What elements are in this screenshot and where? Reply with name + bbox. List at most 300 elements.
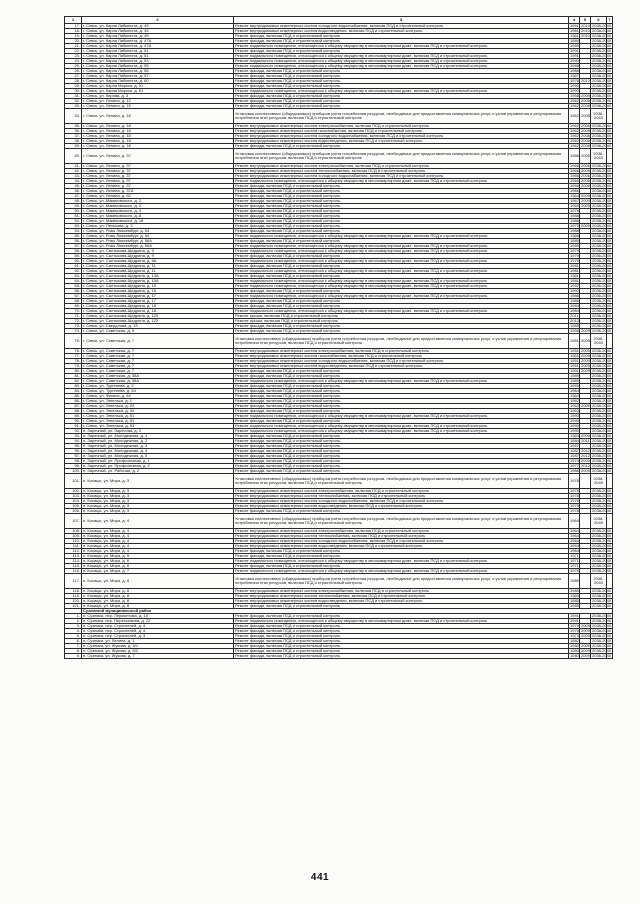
- table-cell: 32.: [65, 99, 82, 104]
- table-cell: 2038-2040: [592, 353, 612, 358]
- table-cell: 1980: [570, 643, 579, 648]
- table-cell: 2038-2040: [592, 443, 612, 448]
- table-cell: Ремонт фасада, включая ПСД и строительный контроль: [234, 564, 569, 569]
- table-cell: 2038-2040: [592, 408, 612, 413]
- table-cell: 120.: [65, 599, 82, 604]
- table-cell: 2009: [581, 368, 590, 373]
- table-cell: г. Севск, ул. Ленина, д. 18: [82, 129, 234, 134]
- table-cell: 2010: [581, 33, 590, 38]
- table-cell: г. Севск, ул. Советская, д. 5: [82, 329, 234, 334]
- table-cell: 1980: [570, 648, 579, 653]
- table-cell: п. Косицы, ул. Мира, д. 3: [82, 489, 234, 494]
- table-cell: г. Севск, ул. Мамековского, д. 3: [82, 209, 234, 214]
- table-cell: Ремонт подвального помещения, относящегося к общему имуществу в многоквартирном доме, включая ПСД и строительный контроль: [234, 89, 569, 94]
- table-cell: 1990: [570, 418, 579, 423]
- table-cell: 2006: [581, 168, 590, 173]
- table-cell: Ремонт фасада, включая ПСД и строительный контроль: [234, 194, 569, 199]
- table-cell: 2038-2040: [592, 423, 612, 428]
- table-cell: 2038-2040: [592, 33, 612, 38]
- table-cell: г. Севск, ул. Карла Либкнехта, д. 57: [82, 74, 234, 79]
- table-cell: Ремонт внутридомовых инженерных систем электроснабжения, включая ПСД и строительный контроль: [234, 164, 569, 169]
- table-cell: Ремонт внутридомовых инженерных систем холодного водоснабжения, включая ПСД и строительный контроль: [234, 539, 569, 544]
- table-cell: 2012: [581, 463, 590, 468]
- table-cell: 2038-2040: [592, 613, 612, 618]
- column-header: 1: [65, 17, 82, 24]
- table-cell: Ремонт фасада, включая ПСД и строительный контроль: [234, 644, 569, 649]
- table-cell: Ремонт фасада, включая ПСД и строительный контроль: [234, 649, 569, 654]
- table-cell: 67.: [65, 294, 82, 299]
- table-cell: Ремонт внутридомовых инженерных систем водоотведения, включая ПСД и строительный контроль: [234, 29, 569, 34]
- table-cell: 101.: [65, 474, 82, 489]
- table-cell: 2009: [581, 348, 590, 353]
- table-cell: 1987: [570, 443, 579, 448]
- table-cell: 2038-2040: [592, 163, 612, 168]
- table-cell: 47.: [65, 194, 82, 199]
- table-cell: Ремонт фасада, включая ПСД и строительный контроль: [234, 629, 569, 634]
- table-cell: Ремонт крыши, включая ПСД и строительный контроль: [234, 319, 569, 324]
- table-cell: 2038-2040: [592, 553, 612, 558]
- table-cell: Ремонт фасада, включая ПСД и строительный контроль: [234, 224, 569, 229]
- table-cell: 79.: [65, 364, 82, 369]
- table-cell: 2038-2040: [592, 173, 612, 178]
- table-cell: Ремонт фасада, включая ПСД и строительный контроль: [234, 199, 569, 204]
- table-cell: 93.: [65, 434, 82, 439]
- table-cell: 2038-2040: [592, 568, 612, 573]
- table-cell: 1971: [570, 553, 579, 558]
- table-cell: 78.: [65, 359, 82, 364]
- table-cell: 1958: [570, 328, 579, 333]
- table-cell: Ремонт фасада, включая ПСД и строительный контроль: [234, 229, 569, 234]
- table-cell: 1992: [570, 283, 579, 288]
- table-cell: 1965: [570, 383, 579, 388]
- table-cell: 53.: [65, 224, 82, 229]
- table-cell: г. Севск, ул. Карла Либкнехта, д. 45: [82, 34, 234, 39]
- table-cell: 25.: [65, 64, 82, 69]
- table-cell: 2012: [581, 448, 590, 453]
- table-cell: 100.: [65, 469, 82, 474]
- table-cell: 1979: [570, 623, 579, 628]
- table-cell: 37.: [65, 134, 82, 139]
- table-cell: Ремонт фасада, включая ПСД и строительный контроль: [234, 209, 569, 214]
- table-cell: 2038-2040: [592, 463, 612, 468]
- table-cell: 1962: [570, 393, 579, 398]
- table-cell: 2008: [581, 123, 590, 128]
- table-cell: 1961: [570, 33, 579, 38]
- table-cell: 2006: [581, 178, 590, 183]
- table-cell: Ремонт фасада, включая ПСД и строительный контроль: [234, 184, 569, 189]
- table-cell: 1989: [570, 238, 579, 243]
- table-cell: 1964: [570, 533, 579, 538]
- table-cell: Ремонт внутридомовых инженерных систем водоотведения, включая ПСД и строительный контроль: [234, 599, 569, 604]
- table-cell: 87.: [65, 404, 82, 409]
- table-cell: п. Косицы, ул. Мира, д. 4: [82, 534, 234, 539]
- table-cell: 80.: [65, 369, 82, 374]
- table-cell: 44.: [65, 179, 82, 184]
- table-cell: Ремонт подвального помещения, относящегося к общему имуществу в многоквартирном доме, включая ПСД и строительный контроль: [234, 59, 569, 64]
- table-cell: 88.: [65, 409, 82, 414]
- table-cell: 2038-2040: [592, 358, 612, 363]
- table-cell: 1982: [570, 638, 579, 643]
- table-cell: п. Косицы, ул. Мира, д. 8: [82, 604, 234, 609]
- table-cell: 1975: [570, 223, 579, 228]
- table-cell: 2012: [581, 78, 590, 83]
- table-cell: Ремонт фасада, включая ПСД и строительный контроль: [234, 369, 569, 374]
- table-cell: Ремонт фасада, включая ПСД и строительный контроль: [234, 289, 569, 294]
- table-cell: г. Севск, ул. Карла Маркса, д. 51: [82, 89, 234, 94]
- table-cell: 1990: [570, 88, 579, 93]
- table-cell: 99.: [65, 464, 82, 469]
- table-cell: Ремонт фасада, включая ПСД и строительный контроль: [234, 439, 569, 444]
- column-header: 2: [82, 17, 234, 24]
- table-cell: 1974: [570, 458, 579, 463]
- table-row: [65, 109, 613, 124]
- table-cell: 1971: [570, 558, 579, 563]
- table-cell: г. Севск, ул. Советская, д. 7: [82, 354, 234, 359]
- table-cell: г. Севск, ул. Мамековского, д. 8: [82, 214, 234, 219]
- table-cell: 1992: [570, 288, 579, 293]
- table-cell: 2038-2040: [592, 643, 612, 648]
- table-cell: г. Севск, ул. Ленина, д. 18: [82, 124, 234, 129]
- table-cell: 2038-2040: [592, 58, 612, 63]
- table-cell: 2038-2040: [592, 488, 612, 493]
- table-cell: Ремонт фасада, включая ПСД и строительный контроль: [234, 419, 569, 424]
- table-cell: 21.: [65, 44, 82, 49]
- table-cell: 2038-2040: [592, 438, 612, 443]
- table-cell: Ремонт подвального помещения, относящегося к общему имуществу в многоквартирном доме, включая ПСД и строительный контроль: [234, 294, 569, 299]
- table-cell: г. Севск, ул. Салтыкова-Щедрина, д. 18: [82, 309, 234, 314]
- table-cell: 2038-2040: [592, 38, 612, 43]
- table-cell: г. Севск, ул. Салтыкова-Щедрина, д. 120: [82, 314, 234, 319]
- table-cell: Ремонт внутридомовых инженерных систем электроснабжения, включая ПСД и строительный контроль: [234, 124, 569, 129]
- table-cell: 20.: [65, 39, 82, 44]
- table-cell: п. Косицы, ул. Мира, д. 4: [82, 549, 234, 554]
- table-cell: п. Заречный, ул. Молодежная, д. 4: [82, 449, 234, 454]
- table-cell: п. Косицы, ул. Мира, д. 6: [82, 564, 234, 569]
- table-cell: г. Севск, ул. Энгельса, д. 1: [82, 399, 234, 404]
- table-cell: 1991: [570, 48, 579, 53]
- table-row: [65, 514, 613, 529]
- table-cell: 18.: [65, 29, 82, 34]
- table-cell: 2038-2040: [592, 653, 612, 658]
- table-cell: 42.: [65, 169, 82, 174]
- table-cell: 1964: [570, 528, 579, 533]
- table-cell: Ремонт фасада, включая ПСД и строительный контроль: [234, 394, 569, 399]
- table-cell: 1962: [569, 109, 580, 124]
- table-cell: п. Косицы, ул. Мира, д. 3: [82, 474, 234, 489]
- table-cell: г. Севск, ул. Ленина, д. 37: [82, 164, 234, 169]
- table-cell: 81.: [65, 374, 82, 379]
- table-cell: 1961: [570, 28, 579, 33]
- table-cell: 2009: [581, 353, 590, 358]
- table-cell: Ремонт фасада, включая ПСД и строительный контроль: [234, 144, 569, 149]
- table-cell: Ремонт подвального помещения, относящегося к общему имуществу в многоквартирном доме, включая ПСД и строительный контроль: [234, 234, 569, 239]
- table-cell: п. Косицы, ул. Мира, д. 3: [82, 504, 234, 509]
- table-cell: 107.: [65, 514, 82, 529]
- table-cell: 1.: [65, 614, 82, 619]
- table-cell: 116.: [65, 569, 82, 574]
- table-cell: 83.: [65, 384, 82, 389]
- table-cell: Установка коллективных (общедомовых) приборов учета потребления ресурсов, необходимых для предоставления коммунальных услуг, и узлов управления и регулирования потребления этих ресурсов, включая ПСД и строительный контроль: [234, 109, 569, 124]
- table-cell: 2011: [570, 313, 579, 318]
- table-cell: 106.: [65, 509, 82, 514]
- table-cell: п. Косицы, ул. Мира, д. 4: [82, 529, 234, 534]
- table-cell: г. Севск, ул. Салтыкова-Щедрина, д. 17: [82, 299, 234, 304]
- table-cell: 77.: [65, 354, 82, 359]
- table-cell: Ремонт фасада, включая ПСД и строительный контроль: [234, 69, 569, 74]
- table-cell: Ремонт фасада, включая ПСД и строительный контроль: [234, 654, 569, 659]
- table-cell: г. Севск, ул. Карла Либкнехта, д. 45: [82, 24, 234, 29]
- table-cell: 1985: [570, 588, 579, 593]
- table-cell: 23.: [65, 54, 82, 59]
- table-cell: 2036-2040: [592, 303, 612, 308]
- table-cell: 2038-2040: [592, 448, 612, 453]
- table-cell: 2038-2040: [592, 233, 612, 238]
- table-cell: Ремонт подвального помещения, относящегося к общему имуществу в многоквартирном доме, включая ПСД и строительный контроль: [234, 279, 569, 284]
- table-cell: 1978: [570, 508, 579, 513]
- table-cell: 2038-2040: [592, 53, 612, 58]
- table-cell: г. Севск, ул. Салтыкова-Щедрина, д. 9: [82, 249, 234, 254]
- table-cell: п. Заречный, ул. Профсоюзная, д. 2: [82, 464, 234, 469]
- table-cell: 2009: [581, 643, 590, 648]
- table-cell: 92.: [65, 429, 82, 434]
- table-cell: 2036-2040: [592, 298, 612, 303]
- table-cell: 2009: [581, 648, 590, 653]
- table-cell: г. Севск, ул. Салтыкова-Щедрина, д. 15: [82, 284, 234, 289]
- table-cell: 2038-2040: [592, 413, 612, 418]
- table-cell: 1966: [570, 183, 579, 188]
- table-cell: г. Севск, ул. Салтыкова-Щедрина, д. 13А: [82, 279, 234, 284]
- table-cell: 1981: [570, 268, 579, 273]
- table-cell: 2038-2040: [592, 588, 612, 593]
- table-cell: 2038-2040: [591, 109, 607, 124]
- table-cell: 1951: [569, 334, 580, 349]
- table-cell: 2038-2040: [592, 403, 612, 408]
- table-cell: Ремонт фасада, включая ПСД и строительный контроль: [234, 254, 569, 259]
- table-cell: Ремонт внутридомовых инженерных систем электроснабжения, включая ПСД и строительный контроль: [234, 489, 569, 494]
- table-cell: Ремонт фасада, включая ПСД и строительный контроль: [234, 74, 569, 79]
- table-cell: Ремонт фасада, включая ПСД и строительный контроль: [234, 329, 569, 334]
- table-cell: 2036-2040: [592, 313, 612, 318]
- table-cell: п. Косицы, ул. Мира, д. 8: [82, 574, 234, 589]
- table-cell: 66.: [65, 289, 82, 294]
- table-cell: 1969: [570, 203, 579, 208]
- table-cell: 2038-2040: [592, 218, 612, 223]
- table-cell: Ремонт подвального помещения, относящегося к общему имуществу в многоквартирном доме, включая ПСД и строительный контроль: [234, 569, 569, 574]
- table-cell: Ремонт подвального помещения, относящегося к общему имуществу в многоквартирном доме, включая ПСД и строительный контроль: [234, 559, 569, 564]
- table-cell: п. Суземка, пер. Строителей, д. 4: [82, 629, 234, 634]
- table-cell: Ремонт фасада, включая ПСД и строительный контроль: [234, 634, 569, 639]
- table-cell: 2038-2040: [592, 503, 612, 508]
- table-cell: 1966: [570, 168, 579, 173]
- table-cell: 1966: [570, 173, 579, 178]
- table-cell: г. Севск, ул. Советская, д. 7: [82, 364, 234, 369]
- table-cell: Ремонт внутридомовых инженерных систем водоотведения, включая ПСД и строительный контроль: [234, 544, 569, 549]
- table-cell: 2038-2040: [592, 83, 612, 88]
- table-cell: Ремонт подвального помещения, относящегося к общему имуществу в многоквартирном доме, включая ПСД и строительный контроль: [234, 414, 569, 419]
- table-cell: 102.: [65, 489, 82, 494]
- table-cell: г. Севск, ул. Розы Люксембург, д. 54: [82, 229, 234, 234]
- table-cell: 1962: [570, 133, 579, 138]
- table-cell: Ремонт внутридомовых инженерных систем холодного водоснабжения, включая ПСД и строительный контроль: [234, 359, 569, 364]
- table-cell: Установка коллективных (общедомовых) приборов учета потребления ресурсов, необходимых для предоставления коммунальных услуг, и узлов управления и регулирования потребления этих ресурсов, включая ПСД и строительный контроль: [234, 474, 569, 489]
- table-cell: г. Севск, ул. Пенькова, д. 2: [82, 224, 234, 229]
- table-cell: 86.: [65, 399, 82, 404]
- table-cell: 2038-2040: [592, 63, 612, 68]
- table-cell: Ремонт подвального помещения, относящегося к общему имуществу в многоквартирном доме, включая ПСД и строительный контроль: [234, 244, 569, 249]
- table-cell: 2012: [581, 453, 590, 458]
- table-cell: 2009: [581, 633, 590, 638]
- table-cell: 115.: [65, 564, 82, 569]
- table-cell: 1990: [570, 83, 579, 88]
- table-cell: 2009: [581, 403, 590, 408]
- table-cell: Ремонт фасада, включая ПСД и строительный контроль: [234, 299, 569, 304]
- table-cell: 2038-2040: [592, 623, 612, 628]
- table-row: [65, 654, 613, 659]
- table-cell: 2038-2040: [592, 388, 612, 393]
- table-cell: 62.: [65, 269, 82, 274]
- table-cell: Ремонт фасада, включая ПСД и строительный контроль: [234, 39, 569, 44]
- table-cell: Ремонт фасада, включая ПСД и строительный контроль: [234, 464, 569, 469]
- table-cell: 56.: [65, 239, 82, 244]
- table-cell: г. Севск, ул. Ленина, д. 18: [82, 144, 234, 149]
- table-cell: 1981: [570, 273, 579, 278]
- table-cell: 2008: [580, 109, 591, 124]
- table-cell: Ремонт фасада, включая ПСД и строительный контроль: [234, 459, 569, 464]
- table-cell: 1991: [570, 53, 579, 58]
- table-cell: 31.: [65, 94, 82, 99]
- table-cell: п. Заречный, ул. Заречная, д. 2: [82, 429, 234, 434]
- table-cell: 1989: [570, 373, 579, 378]
- table-cell: 65.: [65, 284, 82, 289]
- table-cell: 2009: [581, 203, 590, 208]
- table-cell: 105.: [65, 504, 82, 509]
- table-cell: 45.: [65, 184, 82, 189]
- table-cell: 1966: [569, 149, 580, 164]
- table-cell: г. Севск, ул. Карла Маркса, д. 51: [82, 84, 234, 89]
- table-cell: 50.: [65, 209, 82, 214]
- table-cell: 1976: [570, 78, 579, 83]
- table-cell: 1987: [570, 453, 579, 458]
- table-cell: г. Севск, ул. Салтыкова-Щедрина, д. 17: [82, 294, 234, 299]
- table-cell: 1985: [570, 323, 579, 328]
- table-cell: г. Севск, ул. Ленина, д. 12: [82, 99, 234, 104]
- table-cell: п. Суземка, пер. Лермонтова, д. 15: [82, 614, 234, 619]
- table-cell: г. Севск, ул. Мамековского, д. 2: [82, 204, 234, 209]
- table-cell: г. Севск, ул. Ленина, д. 18: [82, 109, 234, 124]
- table-cell: 2038-2040: [592, 528, 612, 533]
- table-cell: 1979: [570, 248, 579, 253]
- table-cell: 2009: [581, 433, 590, 438]
- table-cell: 1964: [570, 193, 579, 198]
- table-cell: 109.: [65, 534, 82, 539]
- table-cell: 61.: [65, 264, 82, 269]
- table-cell: г. Севск, ул. Салтыкова-Щедрина, д. 11: [82, 264, 234, 269]
- table-cell: 2036-2040: [592, 288, 612, 293]
- table-cell: Ремонт внутридомовых инженерных систем теплоснабжения, включая ПСД и строительный контроль: [234, 494, 569, 499]
- table-cell: г. Севск, ул. Ленина, д. 18: [82, 134, 234, 139]
- table-cell: 2038-2040: [592, 363, 612, 368]
- table-cell: Ремонт подвального помещения, относящегося к общему имуществу в многоквартирном доме, включая ПСД и строительный контроль: [234, 64, 569, 69]
- table-cell: Ремонт фасада, включая ПСД и строительный контроль: [234, 324, 569, 329]
- table-cell: 2038-2040: [592, 378, 612, 383]
- table-cell: г. Севск, ул. Розы Люксембург, д. 56А: [82, 244, 234, 249]
- table-cell: 1978: [569, 474, 580, 489]
- table-cell: 2009: [581, 623, 590, 628]
- table-cell: Ремонт подвального помещения, относящегося к общему имуществу в многоквартирном доме, включая ПСД и строительный контроль: [234, 309, 569, 314]
- table-cell: 1986: [570, 468, 579, 473]
- table-cell: п. Суземка, пер. Строителей, д. 4: [82, 624, 234, 629]
- table-cell: 97.: [65, 454, 82, 459]
- table-cell: п. Косицы, ул. Мира, д. 8: [82, 599, 234, 604]
- table-cell: 2038-2040: [592, 68, 612, 73]
- table-cell: 73.: [65, 324, 82, 329]
- table-cell: 2038-2040: [592, 73, 612, 78]
- table-cell: Ремонт подвального помещения, относящегося к общему имуществу в многоквартирном доме, включая ПСД и строительный контроль: [234, 284, 569, 289]
- table-cell: Ремонт внутридомовых инженерных систем газоснабжения, включая ПСД и строительный контроль: [234, 354, 569, 359]
- table-cell: [607, 514, 613, 529]
- table-cell: 2009: [581, 468, 590, 473]
- table-cell: 2036-2040: [592, 253, 612, 258]
- table-cell: 35.: [65, 124, 82, 129]
- table-cell: 104.: [65, 499, 82, 504]
- table-cell: 60.: [65, 259, 82, 264]
- table-cell: Ремонт подвального помещения, относящегося к общему имуществу в многоквартирном доме, включая ПСД и строительный контроль: [234, 179, 569, 184]
- table-cell: 113.: [65, 554, 82, 559]
- table-cell: 6.: [65, 639, 82, 644]
- table-cell: Ремонт внутридомовых инженерных систем холодного водоснабжения, включая ПСД и строительный контроль: [234, 174, 569, 179]
- table-cell: 1951: [570, 353, 579, 358]
- table-cell: Ремонт фасада, включая ПСД и строительный контроль: [234, 104, 569, 109]
- table-cell: [607, 574, 613, 589]
- table-cell: 1988: [570, 213, 579, 218]
- table-cell: [607, 474, 613, 489]
- table-cell: Ремонт фасада, включая ПСД и строительный контроль: [234, 449, 569, 454]
- table-cell: Ремонт внутридомовых инженерных систем электроснабжения, включая ПСД и строительный контроль: [234, 349, 569, 354]
- table-cell: г. Севск, ул. Карла Либкнехта, д. 47А: [82, 44, 234, 49]
- table-cell: г. Севск, ул. Карла Либкнехта, д. 55: [82, 69, 234, 74]
- table-cell: 1985: [569, 574, 580, 589]
- table-cell: 1991: [570, 618, 579, 623]
- table-cell: Ремонт внутридомовых инженерных систем холодного водоснабжения, включая ПСД и строительный контроль: [234, 499, 569, 504]
- table-cell: 55.: [65, 234, 82, 239]
- table-cell: 2038-2040: [592, 98, 612, 103]
- table-cell: 2038-2040: [592, 88, 612, 93]
- table-cell: Ремонт фасада, включая ПСД и строительный контроль: [234, 94, 569, 99]
- table-cell: 2008: [581, 133, 590, 138]
- table-cell: 63.: [65, 274, 82, 279]
- table-cell: 2038-2040: [592, 223, 612, 228]
- table-cell: 1988: [570, 63, 579, 68]
- table-cell: 2036-2040: [592, 273, 612, 278]
- table-cell: 68.: [65, 299, 82, 304]
- table-cell: 2011: [581, 438, 590, 443]
- table-cell: 59.: [65, 254, 82, 259]
- table-cell: 2038-2040: [591, 334, 607, 349]
- table-cell: 2038-2040: [592, 243, 612, 248]
- table-cell: 2038-2040: [592, 128, 612, 133]
- table-cell: 1963: [570, 408, 579, 413]
- table-cell: Ремонт внутридомовых инженерных систем водоотведения, включая ПСД и строительный контроль: [234, 139, 569, 144]
- table-cell: п. Заречный, ул. Молодежная, д. 5: [82, 454, 234, 459]
- table-cell: 28.: [65, 79, 82, 84]
- table-cell: п. Косицы, ул. Мира, д. 5: [82, 554, 234, 559]
- table-cell: п. Суземка, ул. Жукова, д. 5/1: [82, 644, 234, 649]
- table-cell: 46.: [65, 189, 82, 194]
- table-cell: 2010: [581, 28, 590, 33]
- table-cell: 2006: [581, 183, 590, 188]
- table-cell: [607, 109, 613, 124]
- table-cell: 89.: [65, 414, 82, 419]
